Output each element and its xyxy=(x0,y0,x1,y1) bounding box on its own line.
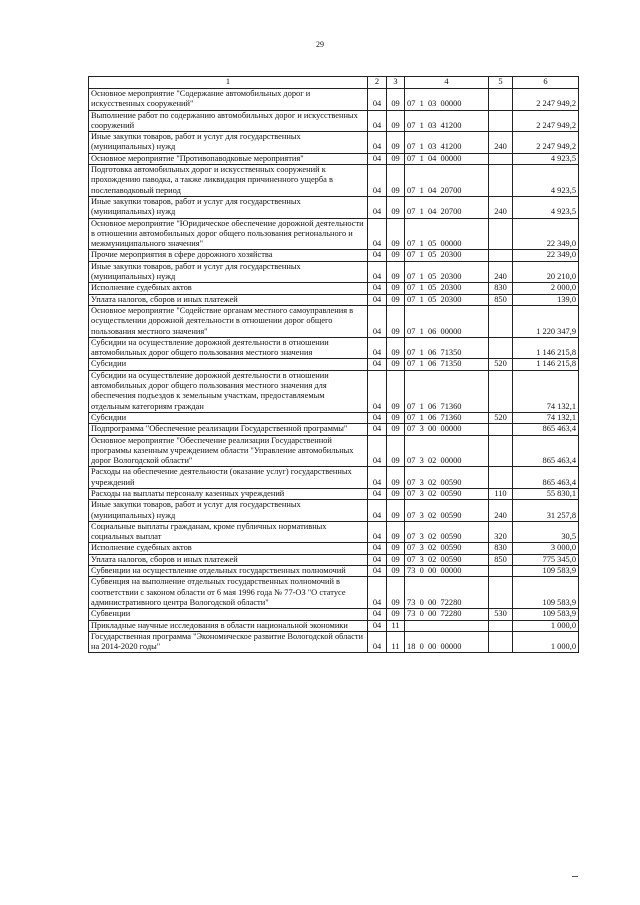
cell-target-article: 07 1 03 41200 xyxy=(405,110,489,132)
cell-amount: 2 247 949,2 xyxy=(513,132,579,154)
cell-target-article: 07 1 05 20300 xyxy=(405,294,489,305)
header-col-6: 6 xyxy=(513,77,579,89)
table-row xyxy=(89,566,579,577)
cell-name: Уплата налогов, сборов и иных платежей xyxy=(89,554,368,565)
cell-amount: 1 000,0 xyxy=(513,620,579,631)
cell-amount: 2 247 949,2 xyxy=(513,89,579,111)
cell-section: 04 xyxy=(368,196,387,218)
cell-name: Основное мероприятие "Обеспечение реализации Государственной программы казенным учреждением области "Управление автомобильных дорог Вологодской области" xyxy=(89,435,368,467)
cell-name: Основное мероприятие "Содержание автомобильных дорог и искусственных сооружений" xyxy=(89,89,368,111)
cell-expense-type xyxy=(489,337,513,359)
cell-subsection: 09 xyxy=(387,554,405,565)
table-row xyxy=(89,283,579,294)
table-row xyxy=(89,554,579,565)
cell-section: 04 xyxy=(368,370,387,412)
cell-section: 04 xyxy=(368,500,387,522)
cell-section: 04 xyxy=(368,294,387,305)
cell-subsection: 09 xyxy=(387,435,405,467)
cell-amount: 865 463,4 xyxy=(513,467,579,489)
cell-subsection: 09 xyxy=(387,412,405,423)
cell-subsection: 09 xyxy=(387,337,405,359)
cell-subsection: 09 xyxy=(387,110,405,132)
cell-subsection: 09 xyxy=(387,165,405,197)
cell-expense-type: 520 xyxy=(489,412,513,423)
table-row xyxy=(89,218,579,250)
table-row xyxy=(89,196,579,218)
cell-target-article: 07 1 03 41200 xyxy=(405,132,489,154)
cell-name: Прикладные научные исследования в области национальной экономики xyxy=(89,620,368,631)
cell-amount: 31 257,8 xyxy=(513,500,579,522)
cell-amount: 775 345,0 xyxy=(513,554,579,565)
cell-expense-type xyxy=(489,631,513,653)
header-col-2: 2 xyxy=(368,77,387,89)
cell-section: 04 xyxy=(368,577,387,609)
cell-expense-type xyxy=(489,467,513,489)
cell-amount: 1 146 215,8 xyxy=(513,337,579,359)
cell-subsection: 11 xyxy=(387,620,405,631)
cell-target-article: 73 0 00 72280 xyxy=(405,609,489,620)
margin-mark xyxy=(572,876,578,877)
cell-target-article: 07 1 06 71360 xyxy=(405,412,489,423)
cell-section: 04 xyxy=(368,554,387,565)
cell-amount: 865 463,4 xyxy=(513,424,579,435)
cell-name: Подпрограмма "Обеспечение реализации Государственной программы" xyxy=(89,424,368,435)
cell-expense-type xyxy=(489,305,513,337)
cell-section: 04 xyxy=(368,110,387,132)
cell-amount: 74 132,1 xyxy=(513,412,579,423)
cell-target-article: 07 3 02 00590 xyxy=(405,543,489,554)
table-row xyxy=(89,577,579,609)
cell-section: 04 xyxy=(368,132,387,154)
cell-expense-type: 850 xyxy=(489,294,513,305)
cell-expense-type: 240 xyxy=(489,196,513,218)
cell-amount: 20 210,0 xyxy=(513,261,579,283)
budget-table xyxy=(88,76,579,653)
cell-target-article: 07 3 02 00590 xyxy=(405,467,489,489)
cell-name: Расходы на выплаты персоналу казенных учреждений xyxy=(89,488,368,499)
cell-target-article: 07 1 04 00000 xyxy=(405,153,489,164)
cell-subsection: 09 xyxy=(387,500,405,522)
cell-section: 04 xyxy=(368,359,387,370)
cell-target-article: 07 1 06 71350 xyxy=(405,337,489,359)
cell-section: 04 xyxy=(368,218,387,250)
cell-subsection: 09 xyxy=(387,261,405,283)
cell-subsection: 09 xyxy=(387,250,405,261)
cell-target-article: 07 1 04 20700 xyxy=(405,196,489,218)
cell-subsection: 09 xyxy=(387,196,405,218)
cell-subsection: 09 xyxy=(387,218,405,250)
table-row xyxy=(89,620,579,631)
cell-target-article: 07 1 06 71350 xyxy=(405,359,489,370)
table-row xyxy=(89,488,579,499)
cell-name: Основное мероприятие "Содействие органам местного самоуправления в осуществлении дорожной деятельности в отношении дорог общего пользования местного значения" xyxy=(89,305,368,337)
cell-expense-type xyxy=(489,89,513,111)
cell-target-article: 07 1 06 00000 xyxy=(405,305,489,337)
cell-subsection: 09 xyxy=(387,467,405,489)
cell-name: Субвенция на выполнение отдельных государственных полномочий в соответствии с законом области от 6 мая 1996 года № 77-ОЗ "О статусе административного центра Вологодской области" xyxy=(89,577,368,609)
cell-section: 04 xyxy=(368,337,387,359)
page-number: 29 xyxy=(316,40,324,49)
table-row xyxy=(89,110,579,132)
cell-name: Субсидии xyxy=(89,412,368,423)
cell-subsection: 09 xyxy=(387,370,405,412)
cell-expense-type xyxy=(489,370,513,412)
cell-section: 04 xyxy=(368,283,387,294)
cell-name: Исполнение судебных актов xyxy=(89,283,368,294)
cell-subsection: 09 xyxy=(387,359,405,370)
cell-section: 04 xyxy=(368,566,387,577)
cell-expense-type: 850 xyxy=(489,554,513,565)
cell-expense-type: 240 xyxy=(489,132,513,154)
cell-target-article: 07 1 06 71360 xyxy=(405,370,489,412)
cell-name: Основное мероприятие "Юридическое обеспечение дорожной деятельности в отношении автомобильных дорог общего пользования регионального и межмуниципального значения" xyxy=(89,218,368,250)
cell-amount: 4 923,5 xyxy=(513,153,579,164)
cell-subsection: 09 xyxy=(387,283,405,294)
header-col-4: 4 xyxy=(405,77,489,89)
table-row xyxy=(89,370,579,412)
cell-expense-type xyxy=(489,110,513,132)
cell-target-article: 07 1 05 00000 xyxy=(405,218,489,250)
table-row xyxy=(89,89,579,111)
cell-subsection: 09 xyxy=(387,132,405,154)
cell-amount: 55 830,1 xyxy=(513,488,579,499)
cell-amount: 4 923,5 xyxy=(513,196,579,218)
cell-expense-type: 320 xyxy=(489,521,513,543)
table-row xyxy=(89,153,579,164)
table-row xyxy=(89,337,579,359)
cell-amount: 109 583,9 xyxy=(513,577,579,609)
cell-expense-type: 520 xyxy=(489,359,513,370)
table-row xyxy=(89,631,579,653)
cell-amount: 30,5 xyxy=(513,521,579,543)
table-header xyxy=(89,77,579,89)
cell-target-article: 07 1 03 00000 xyxy=(405,89,489,111)
cell-name: Расходы на обеспечение деятельности (оказание услуг) государственных учреждений xyxy=(89,467,368,489)
cell-amount: 22 349,0 xyxy=(513,218,579,250)
cell-section: 04 xyxy=(368,521,387,543)
header-row xyxy=(89,77,579,89)
cell-expense-type xyxy=(489,435,513,467)
cell-target-article: 73 0 00 72280 xyxy=(405,577,489,609)
table-row xyxy=(89,609,579,620)
cell-amount: 139,0 xyxy=(513,294,579,305)
table-row xyxy=(89,467,579,489)
table-body xyxy=(89,89,579,653)
cell-name: Исполнение судебных актов xyxy=(89,543,368,554)
cell-subsection: 09 xyxy=(387,566,405,577)
cell-expense-type xyxy=(489,424,513,435)
table-row xyxy=(89,132,579,154)
cell-section: 04 xyxy=(368,412,387,423)
cell-expense-type: 830 xyxy=(489,543,513,554)
cell-target-article: 07 3 00 00000 xyxy=(405,424,489,435)
cell-section: 04 xyxy=(368,620,387,631)
cell-target-article: 07 3 02 00590 xyxy=(405,521,489,543)
table-row xyxy=(89,500,579,522)
cell-subsection: 09 xyxy=(387,543,405,554)
cell-target-article xyxy=(405,620,489,631)
cell-target-article: 07 3 02 00590 xyxy=(405,500,489,522)
cell-amount: 3 000,0 xyxy=(513,543,579,554)
cell-subsection: 09 xyxy=(387,609,405,620)
cell-expense-type: 110 xyxy=(489,488,513,499)
cell-subsection: 09 xyxy=(387,488,405,499)
cell-amount: 4 923,5 xyxy=(513,165,579,197)
cell-expense-type xyxy=(489,566,513,577)
cell-amount: 109 583,9 xyxy=(513,609,579,620)
cell-section: 04 xyxy=(368,305,387,337)
cell-subsection: 09 xyxy=(387,577,405,609)
cell-section: 04 xyxy=(368,467,387,489)
cell-expense-type: 530 xyxy=(489,609,513,620)
cell-amount: 1 220 347,9 xyxy=(513,305,579,337)
cell-expense-type xyxy=(489,620,513,631)
header-col-3: 3 xyxy=(387,77,405,89)
header-col-1: 1 xyxy=(89,77,368,89)
table-row xyxy=(89,435,579,467)
cell-target-article: 07 1 04 20700 xyxy=(405,165,489,197)
table-row xyxy=(89,412,579,423)
cell-name: Иные закупки товаров, работ и услуг для государственных (муниципальных) нужд xyxy=(89,196,368,218)
cell-name: Иные закупки товаров, работ и услуг для государственных (муниципальных) нужд xyxy=(89,500,368,522)
cell-target-article: 73 0 00 00000 xyxy=(405,566,489,577)
cell-section: 04 xyxy=(368,435,387,467)
table-row xyxy=(89,521,579,543)
cell-section: 04 xyxy=(368,165,387,197)
cell-name: Государственная программа "Экономическое развитие Вологодской области на 2014-2020 годы" xyxy=(89,631,368,653)
cell-expense-type: 830 xyxy=(489,283,513,294)
cell-section: 04 xyxy=(368,153,387,164)
cell-target-article: 07 1 05 20300 xyxy=(405,250,489,261)
table-row xyxy=(89,294,579,305)
cell-target-article: 07 3 02 00000 xyxy=(405,435,489,467)
cell-section: 04 xyxy=(368,543,387,554)
cell-target-article: 07 3 02 00590 xyxy=(405,554,489,565)
cell-subsection: 09 xyxy=(387,294,405,305)
cell-name: Подготовка автомобильных дорог и искусственных сооружений к прохождению паводка, а также ликвидация причиненного ущерба в послепаводковый период xyxy=(89,165,368,197)
cell-name: Иные закупки товаров, работ и услуг для государственных (муниципальных) нужд xyxy=(89,132,368,154)
cell-target-article: 07 1 05 20300 xyxy=(405,283,489,294)
cell-expense-type: 240 xyxy=(489,261,513,283)
cell-subsection: 09 xyxy=(387,521,405,543)
cell-amount: 2 247 949,2 xyxy=(513,110,579,132)
cell-amount: 22 349,0 xyxy=(513,250,579,261)
cell-amount: 1 146 215,8 xyxy=(513,359,579,370)
cell-subsection: 09 xyxy=(387,424,405,435)
table-row xyxy=(89,359,579,370)
header-col-5: 5 xyxy=(489,77,513,89)
table-row xyxy=(89,543,579,554)
cell-target-article: 18 0 00 00000 xyxy=(405,631,489,653)
cell-expense-type xyxy=(489,250,513,261)
cell-expense-type: 240 xyxy=(489,500,513,522)
cell-section: 04 xyxy=(368,609,387,620)
cell-target-article: 07 3 02 00590 xyxy=(405,488,489,499)
cell-expense-type xyxy=(489,577,513,609)
table-row xyxy=(89,305,579,337)
cell-name: Субсидии на осуществление дорожной деятельности в отношении автомобильных дорог общего пользования местного значения для обеспечения подъездов к земельным участкам, предоставляемым отдельным категориям граждан xyxy=(89,370,368,412)
cell-name: Выполнение работ по содержанию автомобильных дорог и искусственных сооружений xyxy=(89,110,368,132)
cell-section: 04 xyxy=(368,89,387,111)
cell-name: Основное мероприятие "Противопаводковые мероприятия" xyxy=(89,153,368,164)
table-row xyxy=(89,250,579,261)
cell-amount: 2 000,0 xyxy=(513,283,579,294)
table-row xyxy=(89,165,579,197)
cell-amount: 1 000,0 xyxy=(513,631,579,653)
cell-amount: 109 583,9 xyxy=(513,566,579,577)
cell-name: Уплата налогов, сборов и иных платежей xyxy=(89,294,368,305)
cell-subsection: 09 xyxy=(387,89,405,111)
table-row xyxy=(89,261,579,283)
cell-name: Социальные выплаты гражданам, кроме публичных нормативных социальных выплат xyxy=(89,521,368,543)
cell-expense-type xyxy=(489,165,513,197)
cell-section: 04 xyxy=(368,631,387,653)
cell-expense-type xyxy=(489,218,513,250)
cell-subsection: 11 xyxy=(387,631,405,653)
cell-section: 04 xyxy=(368,261,387,283)
cell-name: Прочие мероприятия в сфере дорожного хозяйства xyxy=(89,250,368,261)
cell-subsection: 09 xyxy=(387,305,405,337)
cell-subsection: 09 xyxy=(387,153,405,164)
cell-name: Субвенции xyxy=(89,609,368,620)
cell-section: 04 xyxy=(368,488,387,499)
cell-section: 04 xyxy=(368,424,387,435)
cell-amount: 74 132,1 xyxy=(513,370,579,412)
table-row xyxy=(89,424,579,435)
cell-target-article: 07 1 05 20300 xyxy=(405,261,489,283)
cell-name: Иные закупки товаров, работ и услуг для государственных (муниципальных) нужд xyxy=(89,261,368,283)
cell-section: 04 xyxy=(368,250,387,261)
cell-name: Субсидии xyxy=(89,359,368,370)
cell-name: Субсидии на осуществление дорожной деятельности в отношении автомобильных дорог общего пользования местного значения xyxy=(89,337,368,359)
cell-name: Субвенции на осуществление отдельных государственных полномочий xyxy=(89,566,368,577)
cell-amount: 865 463,4 xyxy=(513,435,579,467)
cell-expense-type xyxy=(489,153,513,164)
